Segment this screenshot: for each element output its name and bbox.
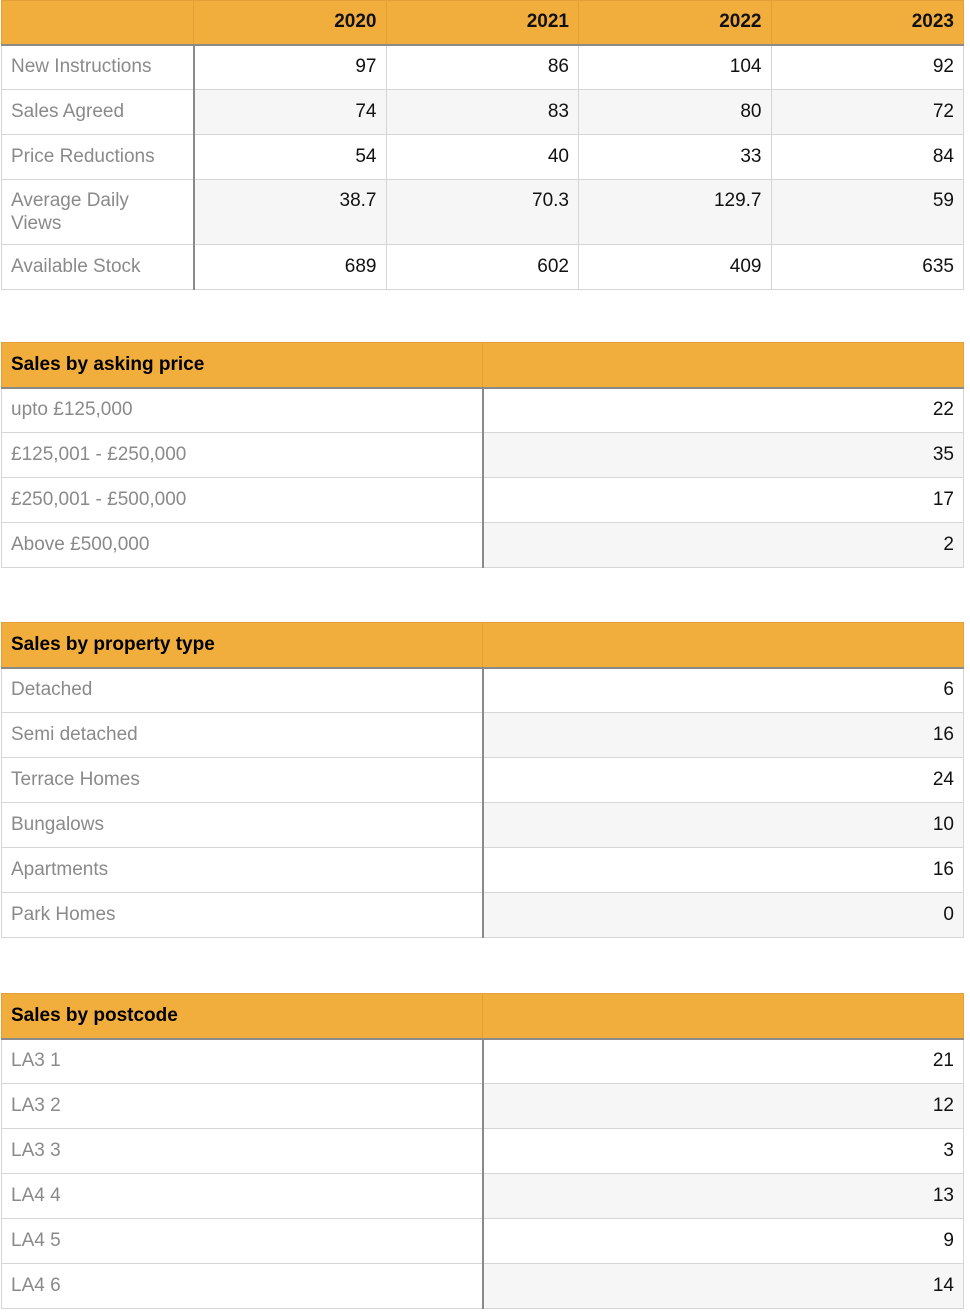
cell-value: 54 <box>194 135 387 180</box>
table-row <box>2 1039 964 1084</box>
row-label: LA3 2 <box>2 1084 483 1129</box>
row-label: Above £500,000 <box>2 523 483 568</box>
table-row <box>2 1129 964 1174</box>
row-label: Apartments <box>2 848 483 893</box>
section-title: Sales by postcode <box>2 994 483 1039</box>
section-title: Sales by asking price <box>2 343 483 388</box>
row-label: Available Stock <box>2 245 194 290</box>
table-row <box>2 803 964 848</box>
cell-value: 14 <box>483 1264 964 1309</box>
cell-value: 83 <box>386 90 579 135</box>
row-label: £250,001 - £500,000 <box>2 478 483 523</box>
cell-value: 40 <box>386 135 579 180</box>
row-label: LA4 5 <box>2 1219 483 1264</box>
row-label: Price Reductions <box>2 135 194 180</box>
table-row <box>2 180 964 245</box>
table-row <box>2 90 964 135</box>
cell-value: 21 <box>483 1039 964 1084</box>
row-label: Average Daily Views <box>2 180 194 245</box>
table-row <box>2 523 964 568</box>
asking-price-table <box>1 342 964 568</box>
cell-value: 129.7 <box>579 180 772 245</box>
property-type-table <box>1 622 964 938</box>
cell-value: 13 <box>483 1174 964 1219</box>
cell-value: 10 <box>483 803 964 848</box>
table-row <box>2 388 964 433</box>
row-label: upto £125,000 <box>2 388 483 433</box>
table-row <box>2 893 964 938</box>
table-row <box>2 1174 964 1219</box>
row-label: Terrace Homes <box>2 758 483 803</box>
header-row <box>2 994 964 1039</box>
table-row <box>2 245 964 290</box>
cell-value: 689 <box>194 245 387 290</box>
cell-value: 9 <box>483 1219 964 1264</box>
cell-value: 2 <box>483 523 964 568</box>
header-row <box>2 1 964 45</box>
row-label: Sales Agreed <box>2 90 194 135</box>
table-row <box>2 45 964 90</box>
header-corner-cell <box>2 1 194 45</box>
cell-value: 80 <box>579 90 772 135</box>
cell-value: 409 <box>579 245 772 290</box>
cell-value: 35 <box>483 433 964 478</box>
table-row <box>2 668 964 713</box>
table-row <box>2 433 964 478</box>
row-label: Detached <box>2 668 483 713</box>
cell-value: 17 <box>483 478 964 523</box>
header-row <box>2 623 964 668</box>
year-header: 2023 <box>771 1 964 45</box>
cell-value: 0 <box>483 893 964 938</box>
header-empty-cell <box>483 343 964 388</box>
row-label: New Instructions <box>2 45 194 90</box>
year-header: 2020 <box>194 1 387 45</box>
row-label: £125,001 - £250,000 <box>2 433 483 478</box>
cell-value: 24 <box>483 758 964 803</box>
row-label: LA4 6 <box>2 1264 483 1309</box>
row-label: LA4 4 <box>2 1174 483 1219</box>
header-empty-cell <box>483 623 964 668</box>
header-row <box>2 343 964 388</box>
cell-value: 602 <box>386 245 579 290</box>
cell-value: 104 <box>579 45 772 90</box>
row-label: LA3 1 <box>2 1039 483 1084</box>
cell-value: 72 <box>771 90 964 135</box>
postcode-table <box>1 993 964 1309</box>
cell-value: 6 <box>483 668 964 713</box>
cell-value: 70.3 <box>386 180 579 245</box>
cell-value: 84 <box>771 135 964 180</box>
cell-value: 3 <box>483 1129 964 1174</box>
header-empty-cell <box>483 994 964 1039</box>
yearly-stats-table <box>1 0 964 290</box>
cell-value: 635 <box>771 245 964 290</box>
row-label: Bungalows <box>2 803 483 848</box>
cell-value: 92 <box>771 45 964 90</box>
cell-value: 38.7 <box>194 180 387 245</box>
section-title: Sales by property type <box>2 623 483 668</box>
cell-value: 59 <box>771 180 964 245</box>
table-row <box>2 135 964 180</box>
table-row <box>2 1219 964 1264</box>
year-header: 2021 <box>386 1 579 45</box>
cell-value: 12 <box>483 1084 964 1129</box>
year-header: 2022 <box>579 1 772 45</box>
cell-value: 16 <box>483 848 964 893</box>
cell-value: 33 <box>579 135 772 180</box>
table-row <box>2 478 964 523</box>
table-row <box>2 1084 964 1129</box>
cell-value: 16 <box>483 713 964 758</box>
cell-value: 22 <box>483 388 964 433</box>
table-row <box>2 848 964 893</box>
cell-value: 86 <box>386 45 579 90</box>
cell-value: 97 <box>194 45 387 90</box>
row-label: Semi detached <box>2 713 483 758</box>
table-row <box>2 1264 964 1309</box>
table-row <box>2 713 964 758</box>
row-label: LA3 3 <box>2 1129 483 1174</box>
cell-value: 74 <box>194 90 387 135</box>
row-label: Park Homes <box>2 893 483 938</box>
table-row <box>2 758 964 803</box>
